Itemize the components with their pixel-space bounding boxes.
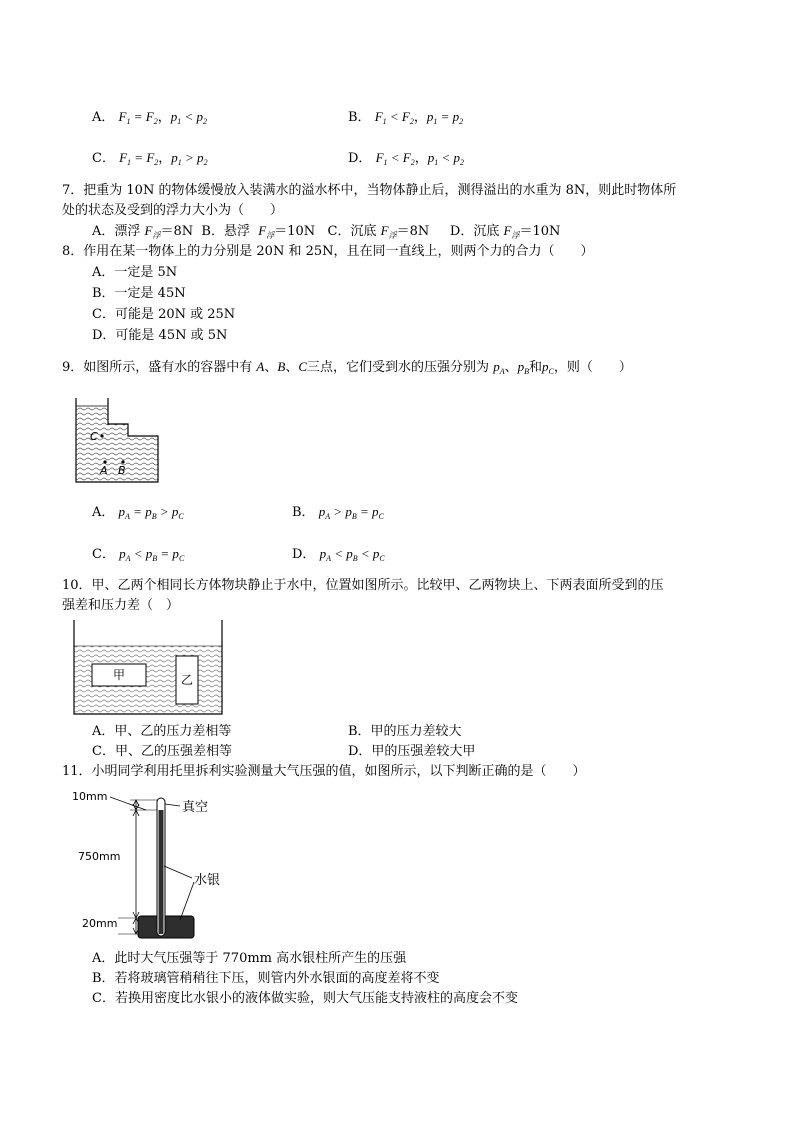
q11-mercury-column (159, 810, 164, 934)
q11-label-mercury: 水银 (194, 873, 221, 888)
q7-stem-line2: 处的状态及受到的浮力大小为（ ） (62, 203, 284, 218)
q9-option-d[interactable]: D． $p_A < p_B < p_C$ (292, 546, 385, 563)
q11-label-20mm: 20mm (82, 917, 118, 930)
q11-option-b[interactable]: B．若将玻璃管稍稍往下压，则管内外水银面的高度差将不变 (92, 971, 440, 986)
q9-point-c-label: C (90, 430, 98, 443)
q11-label-10mm: 10mm (72, 790, 108, 803)
q8-option-d[interactable]: D．可能是 45N 或 5N (92, 328, 228, 343)
q9-point-b-label: B (118, 464, 126, 477)
q6-option-b[interactable]: B． $F_1 < F_2$，$p_1 = p_2$ (348, 109, 464, 126)
q11-label-vacuum: 真空 (182, 800, 209, 815)
q9-container-figure (70, 396, 170, 486)
q9-option-b[interactable]: B． $p_A > p_B = p_C$ (292, 504, 384, 521)
q7-option-c[interactable]: C．沉底 $F_浮=8N$ (327, 223, 430, 240)
q7-option-b[interactable]: B．悬浮 $F_浮=10N$ (201, 223, 316, 240)
q7-option-a[interactable]: A．漂浮 $F_浮=8N$ (92, 223, 194, 240)
q8-option-b[interactable]: B．一定是 45N (92, 286, 186, 301)
q10-option-a[interactable]: A．甲、乙的压力差相等 (92, 724, 232, 739)
q10-tank-figure (70, 618, 230, 718)
q9-option-c[interactable]: C． $p_A < p_B = p_C$ (92, 546, 185, 563)
q8-option-c[interactable]: C．可能是 20N 或 25N (92, 307, 236, 322)
q10-stem-line1: 10．甲、乙两个相同长方体物块静止于水中，位置如图所示。比较甲、乙两物块上、下两表面所受到的压 (62, 578, 664, 593)
q9-point-a-label: A (100, 464, 108, 477)
q11-mercury-dish (138, 916, 194, 938)
svg-text:乙: 乙 (180, 673, 194, 687)
q8-option-a[interactable]: A．一定是 5N (92, 265, 178, 280)
q6-option-d[interactable]: D． $F_1 < F_2$，$p_1 < p_2$ (348, 150, 465, 167)
q7-stem-line1: 7．把重为 10N 的物体缓慢放入装满水的溢水杯中，当物体静止后，测得溢出的水重为 8N，则此时物体所 (62, 183, 677, 198)
q11-label-750mm: 750mm (78, 850, 121, 863)
q11-option-a[interactable]: A．此时大气压强等于 770mm 高水银柱所产生的压强 (92, 951, 407, 966)
q11-option-c[interactable]: C．若换用密度比水银小的液体做实验，则大气压能支持液柱的高度会不变 (92, 991, 518, 1006)
q10-option-c[interactable]: C．甲、乙的压强差相等 (92, 744, 232, 759)
q6-option-a[interactable]: A． $F_1 = F_2$，$p_1 < p_2$ (92, 109, 207, 126)
q10-stem-line2: 强差和压力差（ ） (62, 598, 180, 613)
q6-option-c[interactable]: C． $F_1 = F_2$，$p_1 > p_2$ (92, 150, 208, 167)
q10-option-b[interactable]: B．甲的压力差较大 (348, 724, 462, 739)
q7-option-d[interactable]: D．沉底 $F_浮=10N$ (449, 223, 561, 240)
q10-option-d[interactable]: D．甲的压强差较大甲 (348, 744, 476, 759)
q7-options (92, 223, 560, 244)
q11-stem: 11．小明同学利用托里拆利实验测量大气压强的值，如图所示，以下判断正确的是（ ） (62, 764, 586, 779)
q9-option-a[interactable]: A． $p_A = p_B > p_C$ (92, 504, 184, 521)
svg-text:甲: 甲 (112, 668, 126, 682)
q9-stem: 9．如图所示，盛有水的容器中有 A、B、C三点，它们受到水的压强分别为 $p_A$、$p_B$和$p_C$，则（ ） (62, 359, 632, 376)
q9-point-c (100, 434, 103, 437)
q8-stem: 8．作用在某一物体上的力分别是 20N 和 25N，且在同一直线上，则两个力的合力（ ） (62, 244, 594, 259)
q11-torricelli-figure (70, 786, 230, 946)
